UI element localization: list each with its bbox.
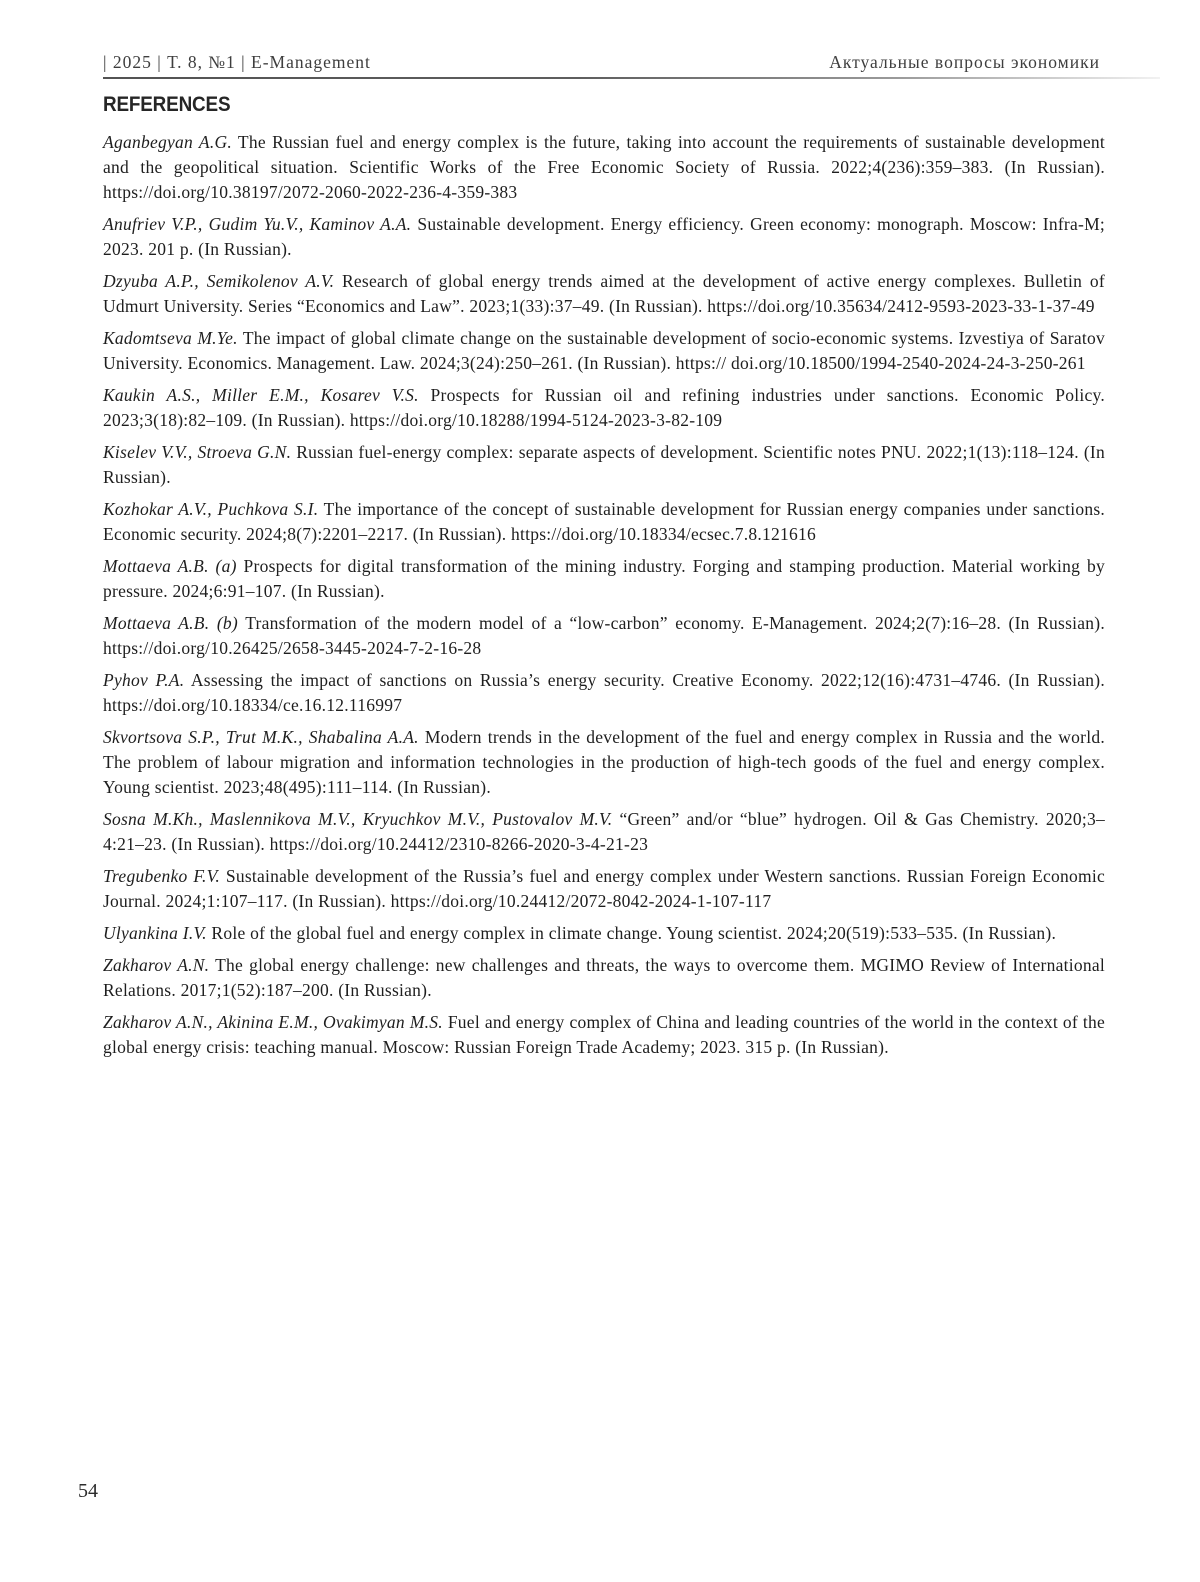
reference-entry [103,554,1105,604]
reference-entry [103,497,1105,547]
reference-entry [103,725,1105,800]
reference-text: Sustainable development. Energy efficiency. Green economy: monograph. Moscow: Infra-M; 2023. 201 p. (In Russian). [103,214,1105,259]
page-number: 54 [78,1480,98,1502]
reference-text: Russian fuel-energy complex: separate aspects of development. Scientific notes PNU. 2022;1(13):118–124. (In Russian). [103,442,1105,487]
header-issue-info: | 2025 | Т. 8, №1 | E-Management [103,52,371,72]
reference-text: Fuel and energy complex of China and leading countries of the world in the context of the global energy crisis: teaching manual. Moscow: Russian Foreign Trade Academy; 2023. 315 p. (In Russian). [103,1012,1106,1057]
reference-authors: Mottaeva A.B. (b) [103,613,239,633]
reference-authors: Kaukin A.S., Miller E.M., Kosarev V.S. [103,385,419,405]
reference-authors: Dzyuba A.P., Semikolenov A.V. [103,271,335,291]
reference-entry [103,953,1105,1003]
reference-entry [103,921,1105,946]
references-heading: REFERENCES [103,93,231,116]
reference-entry [103,212,1105,262]
header-section-name: Актуальные вопросы экономики [829,52,1100,72]
reference-authors: Pyhov P.A. [103,670,185,690]
reference-entry [103,440,1105,490]
reference-text: Assessing the impact of sanctions on Russia’s energy security. Creative Economy. 2022;12(16):4731–4746. (In Russian). https://doi.org/10.18334/ce.16.12.116997 [103,670,1105,715]
running-header [103,52,1100,73]
reference-text: The importance of the concept of sustainable development for Russian energy companies under sanctions. Economic security. 2024;8(7):2201–2217. (In Russian). https://doi.org/10.18334/ecsec.7.8.121616 [103,499,1106,544]
reference-text: Transformation of the modern model of a “low-carbon” economy. E-Management. 2024;2(7):16–28. (In Russian). https://doi.org/10.26425/2658-3445-2024-7-2-16-28 [103,613,1106,658]
reference-authors: Skvortsova S.P., Trut M.K., Shabalina A.A. [103,727,419,747]
reference-text: The global energy challenge: new challenges and threats, the ways to overcome them. MGIMO Review of International Relations. 2017;1(52):187–200. (In Russian). [103,955,1105,1000]
reference-authors: Aganbegyan A.G. [103,132,232,152]
references-list [103,130,1105,1067]
reference-authors: Zakharov A.N. [103,955,210,975]
reference-authors: Mottaeva A.B. (a) [103,556,237,576]
reference-text: Sustainable development of the Russia’s fuel and energy complex under Western sanctions. Russian Foreign Economic Journal. 2024;1:107–117. (In Russian). https://doi.org/10.24412/2072-8042-2024-1-107-117 [103,866,1105,911]
reference-entry [103,130,1105,205]
reference-text: Modern trends in the development of the fuel and energy complex in Russia and the world. The problem of labour migration and information technologies in the production of high-tech goods of the fuel and energy complex. Young scientist. 2023;48(495):111–114. (In Russian). [103,727,1105,797]
reference-entry [103,611,1105,661]
reference-text: The Russian fuel and energy complex is the future, taking into account the requirements of sustainable development and the geopolitical situation. Scientific Works of the Free Economic Society of Russia. 2022;4(236):359–383. (In Russian). https://doi.org/10.38197/2072-2060-2022-236-4-359-383 [103,132,1105,202]
reference-text: Prospects for Russian oil and refining industries under sanctions. Economic Policy. 2023;3(18):82–109. (In Russian). https://doi.org/10.18288/1994-5124-2023-3-82-109 [103,385,1106,430]
reference-authors: Kozhokar A.V., Puchkova S.I. [103,499,319,519]
reference-text: Role of the global fuel and energy complex in climate change. Young scientist. 2024;20(519):533–535. (In Russian). [211,923,1057,943]
reference-text: “Green” and/or “blue” hydrogen. Oil & Gas Chemistry. 2020;3–4:21–23. (In Russian). https://doi.org/10.24412/2310-8266-2020-3-4-21-23 [103,809,1105,854]
reference-entry [103,269,1105,319]
reference-entry [103,1010,1105,1060]
reference-text: The impact of global climate change on the sustainable development of socio-economic systems. Izvestiya of Saratov University. Economics. Management. Law. 2024;3(24):250–261. (In Russian). https:// doi.org/10.18500/1994-2540-2024-24-3-250-261 [103,328,1105,373]
reference-entry [103,864,1105,914]
reference-authors: Zakharov A.N., Akinina E.M., Ovakimyan M.S. [103,1012,443,1032]
reference-authors: Tregubenko F.V. [103,866,220,886]
reference-authors: Ulyankina I.V. [103,923,207,943]
reference-authors: Sosna M.Kh., Maslennikova M.V., Kryuchkov M.V., Pustovalov M.V. [103,809,613,829]
reference-authors: Kiselev V.V., Stroeva G.N. [103,442,292,462]
reference-authors: Anufriev V.P., Gudim Yu.V., Kaminov A.A. [103,214,412,234]
reference-entry [103,383,1105,433]
reference-text: Research of global energy trends aimed at the development of active energy complexes. Bulletin of Udmurt University. Series “Economics and Law”. 2023;1(33):37–49. (In Russian). https://doi.org/10.35634/2412-9593-2023-33-1-37-49 [103,271,1106,316]
reference-text: Prospects for digital transformation of the mining industry. Forging and stamping production. Material working by pressure. 2024;6:91–107. (In Russian). [103,556,1105,601]
header-divider [103,77,1160,79]
reference-entry [103,326,1105,376]
reference-entry [103,668,1105,718]
reference-entry [103,807,1105,857]
reference-authors: Kadomtseva M.Ye. [103,328,238,348]
